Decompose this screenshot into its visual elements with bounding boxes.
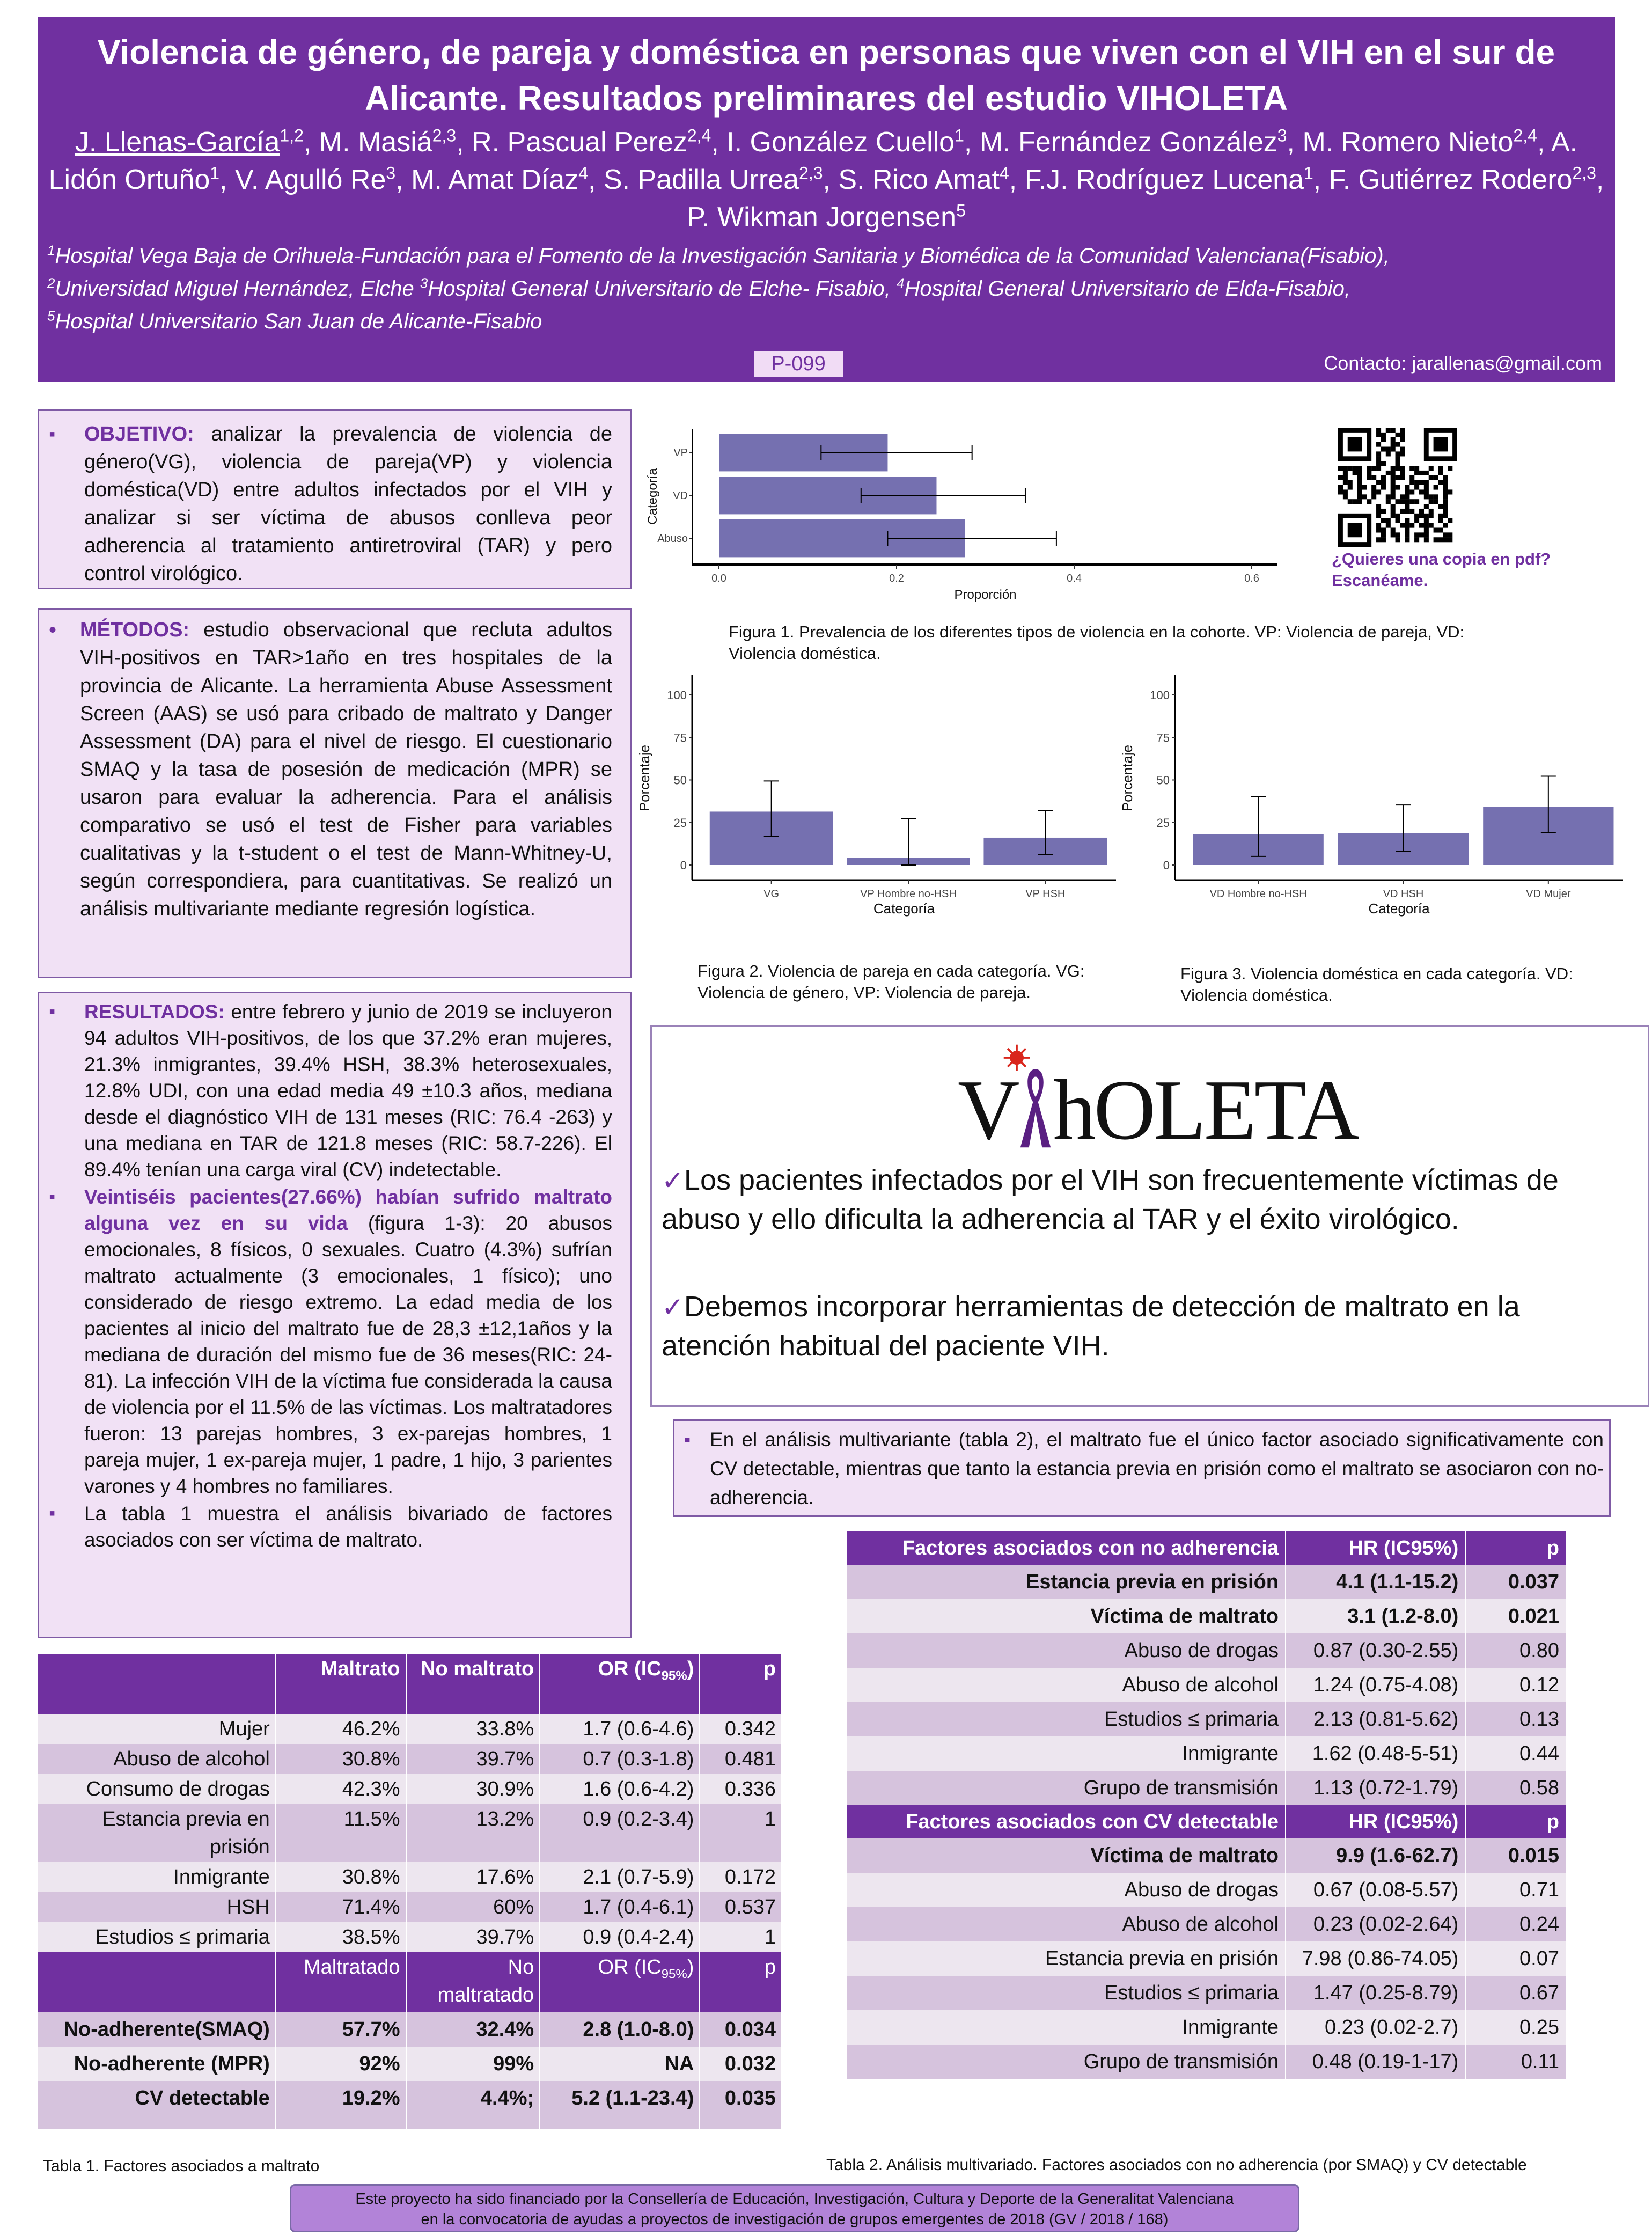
table-row [847, 2045, 1566, 2079]
author: F.J. Rodríguez Lucena$^1$, [1024, 163, 1329, 195]
table-row [38, 2081, 782, 2129]
table-1-header-cell [700, 1952, 782, 2012]
table-1-header-row [38, 1654, 782, 1714]
table-cell: 39.7% [406, 1744, 540, 1774]
y-axis-label: Porcentaje [1119, 744, 1135, 812]
author: R. Pascual Perez$^{2,4}$, [472, 126, 727, 158]
y-tick-label: VP [673, 447, 688, 459]
table-cell: 2.8 (1.0-8.0) [540, 2012, 700, 2047]
figure-3-caption: Figura 3. Violencia doméstica en cada categoría. VD: Violencia doméstica. [1180, 964, 1573, 1005]
author: I. González Cuello$^1$, [726, 126, 980, 158]
table-cell: 0.035 [700, 2081, 782, 2129]
y-tick-label: VD [673, 490, 688, 502]
table-1-header-cell [38, 1952, 276, 2012]
table-cell: 13.2% [406, 1804, 540, 1862]
figure-3-chart [1116, 665, 1626, 955]
row-label: Abuso de alcohol [38, 1744, 276, 1774]
conclusion-box [650, 1025, 1649, 1407]
figure-2-caption: Figura 2. Violencia de pareja en cada categoría. VG: Violencia de género, VP: Violencia de pareja. [697, 962, 1085, 1002]
x-tick-label: VP HSH [1025, 888, 1066, 900]
table-cell: 1.7 (0.6-4.6) [540, 1714, 700, 1744]
table-row [38, 1892, 782, 1922]
row-label: Víctima de maltrato [847, 1838, 1286, 1873]
table-cell: 1.24 (0.75-4.08) [1286, 1668, 1465, 1702]
author-name: V. Agulló Re [234, 164, 386, 195]
y-axis-label: Porcentaje [636, 744, 652, 812]
multivariate-box [673, 1419, 1611, 1517]
table-cell: 0.037 [1465, 1565, 1566, 1599]
table-1-header-cell [276, 1952, 406, 2012]
table-row [38, 2012, 782, 2047]
table-2-header-cell: p [1465, 1805, 1566, 1838]
affiliation-number: 2 [47, 275, 55, 291]
row-label: Abuso de alcohol [847, 1668, 1286, 1702]
affiliation-number: 5 [47, 307, 55, 324]
author-name: I. González Cuello [726, 127, 955, 158]
y-tick-label: Abuso [657, 533, 688, 545]
table-cell: 7.98 (0.86-74.05) [1286, 1941, 1465, 1976]
table-2-header-row [847, 1805, 1566, 1838]
table-cell: 0.67 (0.08-5.57) [1286, 1873, 1465, 1907]
table-cell: 0.48 (0.19-1-17) [1286, 2045, 1465, 2079]
row-label: Consumo de drogas [38, 1774, 276, 1804]
row-label: Inmigrante [847, 1736, 1286, 1771]
table-cell: 0.71 [1465, 1873, 1566, 1907]
table-cell: 9.9 (1.6-62.7) [1286, 1838, 1465, 1873]
table-cell: 0.25 [1465, 2010, 1566, 2045]
affiliation-text: Hospital Universitario San Juan de Alicante-Fisabio [55, 310, 542, 333]
affiliation-text: Hospital General Universitario de Elda-Fisabio, [904, 277, 1350, 301]
x-tick-label: VD HSH [1383, 888, 1424, 900]
table-row [847, 1565, 1566, 1599]
x-tick-label: VD Hombre no-HSH [1209, 888, 1307, 900]
results-body-3: La tabla 1 muestra el análisis bivariado de factores asociados con ser víctima de maltrato. [84, 1503, 612, 1551]
y-tick-label: 50 [673, 773, 687, 787]
table-row [847, 1873, 1566, 1907]
affiliation-number: 4 [897, 275, 905, 291]
table-1-header-cell [700, 1654, 782, 1714]
square-bullet-icon: ▪ [49, 1001, 56, 1022]
results-highlight: Veintiséis pacientes(27.66%) habían sufrido maltrato alguna vez en su vida [84, 1186, 612, 1234]
multivariate-body: En el análisis multivariante (tabla 2), el maltrato fue el único factor asociado significativamente con CV detectable, mientras que tanto la estancia previa en prisión como el maltrato se asociaron con no-adherencia. [710, 1428, 1604, 1508]
author-affiliation-number: 2,4 [1513, 126, 1537, 145]
x-tick-label: VD Mujer [1526, 888, 1571, 900]
y-tick-label: 75 [1156, 731, 1170, 745]
table-2 [847, 1531, 1567, 2079]
x-axis-label: Proporción [954, 588, 1017, 602]
square-bullet-icon: ▪ [49, 1186, 56, 1207]
author-name: M. Fernández González [979, 127, 1277, 158]
table-2-header-cell: Factores asociados con CV detectable [847, 1805, 1286, 1838]
row-label: Abuso de alcohol [847, 1907, 1286, 1941]
author-affiliation-number: 2,4 [687, 126, 711, 145]
author-name: F. Gutiérrez Rodero [1328, 164, 1573, 195]
table-cell: NA [540, 2047, 700, 2081]
table-cell: 0.336 [700, 1774, 782, 1804]
table-cell: 0.11 [1465, 2045, 1566, 2079]
table-row [847, 1633, 1566, 1668]
header-label: Maltrato [320, 1658, 400, 1680]
table-cell: 11.5% [276, 1804, 406, 1862]
table-cell: 0.44 [1465, 1736, 1566, 1771]
row-label: Mujer [38, 1714, 276, 1744]
table-cell: 0.13 [1465, 1702, 1566, 1736]
figure-1-caption: Figura 1. Prevalencia de los diferentes tipos de violencia en la cohorte. VP: Violencia de pareja, VD: Violencia doméstica. [729, 622, 1465, 663]
table-2-header-cell: p [1465, 1531, 1566, 1565]
multivariate-text [674, 1425, 1604, 1512]
header-label: p [763, 1658, 776, 1680]
author-affiliation-number: 2,3 [1572, 163, 1596, 183]
table-1-header-cell: OR $(IC_{95\%})$ [540, 1654, 700, 1714]
row-label: Inmigrante [38, 1862, 276, 1892]
table-1 [38, 1654, 782, 2129]
author-name: M. Amat Díaz [411, 164, 579, 195]
author: V. Agulló Re$^3$, [234, 163, 412, 195]
table-cell: 0.80 [1465, 1633, 1566, 1668]
table-cell: 0.537 [700, 1892, 782, 1922]
table-cell: 1.47 (0.25-8.79) [1286, 1976, 1465, 2010]
table-cell: 30.8% [276, 1862, 406, 1892]
table-2-header-row [847, 1531, 1566, 1565]
table-row [847, 1736, 1566, 1771]
table-2-caption: Tabla 2. Análisis multivariado. Factores asociados con no adherencia (por SMAQ) y CV detectable [826, 2156, 1527, 2174]
poster-id-badge: P-099 [754, 351, 843, 377]
table-row [38, 1922, 782, 1952]
table-1-header-cell [406, 1952, 540, 2012]
methods-box [38, 608, 632, 978]
table-row [847, 1771, 1566, 1805]
table-cell: 32.4% [406, 2012, 540, 2047]
logo-v: V [958, 1062, 1018, 1157]
row-label: Abuso de drogas [847, 1873, 1286, 1907]
author: F. Gutiérrez Rodero$^{2,3}$, [1328, 163, 1604, 195]
author-affiliation-number: 1,2 [280, 126, 304, 145]
row-label: Víctima de maltrato [847, 1599, 1286, 1633]
table-row [38, 1774, 782, 1804]
author: M. Romero Nieto$^{2,4}$, [1302, 126, 1551, 158]
table-cell: 5.2 (1.1-23.4) [540, 2081, 700, 2129]
table-row [847, 2010, 1566, 2045]
table-row [38, 2047, 782, 2081]
table-cell: 71.4% [276, 1892, 406, 1922]
author-affiliation-number: 1 [955, 126, 964, 145]
table-cell: 0.12 [1465, 1668, 1566, 1702]
row-label: Abuso de drogas [847, 1633, 1286, 1668]
table-row [38, 1804, 782, 1862]
y-tick-label: 0 [1163, 859, 1170, 872]
table-cell: 2.1 (0.7-5.9) [540, 1862, 700, 1892]
table-cell: 1 [700, 1922, 782, 1952]
objective-body: analizar la prevalencia de violencia de género(VG), violencia de pareja(VP) y violencia doméstica(VD) entre adultos infectados por el VIH y analizar si ser víctima de abusos conlleva peor adherencia al tratamiento antiretroviral (TAR) y pero control virológico. [84, 423, 612, 585]
table-cell: 4.4%; [406, 2081, 540, 2129]
author-name: R. Pascual Perez [472, 127, 687, 158]
poster-header [38, 17, 1615, 382]
table-cell: 92% [276, 2047, 406, 2081]
qr-prompt [1332, 548, 1551, 591]
table-cell: 0.9 (0.2-3.4) [540, 1804, 700, 1862]
author-affiliation-number: 2,3 [799, 163, 823, 183]
author [687, 202, 966, 233]
awareness-ribbon-icon [1018, 1064, 1053, 1150]
author: M. Masiá$^{2,3}$, [319, 126, 472, 158]
table-cell: 3.1 (1.2-8.0) [1286, 1599, 1465, 1633]
qr-prompt-line-1: ¿Quieres una copia en pdf? [1332, 549, 1551, 568]
table-row [847, 1838, 1566, 1873]
table-cell: 17.6% [406, 1862, 540, 1892]
table-cell: 60% [406, 1892, 540, 1922]
table-cell: 2.13 (0.81-5.62) [1286, 1702, 1465, 1736]
row-label: CV detectable [38, 2081, 276, 2129]
author-affiliation-number: 3 [386, 163, 396, 183]
table-row [847, 1702, 1566, 1736]
figure-1-chart [633, 419, 1298, 617]
methods-body: estudio observacional que recluta adultos VIH-positivos en TAR>1año en tres hospitales de la provincia de Alicante. La herramienta Abuse Assessment Screen (AAS) se usó para cribado de maltrato y Danger Assessment (DA) para el nivel de riesgo. El cuestionario SMAQ y la tasa de posesión de medicación (MPR) se usaron para evaluar la adherencia. Para el análisis comparativo se usó el test de Fisher para variables cualitativas y la t-student o el test de Mann-Whitney-U, según correspondiera, para cuantitativas. Se realizó un análisis multivariante mediante regresión logística. [80, 619, 612, 920]
row-label: Estancia previa en prisión [847, 1565, 1286, 1599]
author-name: P. Wikman Jorgensen [687, 202, 957, 233]
table-row [38, 1744, 782, 1774]
table-cell: 19.2% [276, 2081, 406, 2129]
contact-email[interactable]: Contacto: jarallenas@gmail.com [1324, 352, 1602, 374]
table-cell: 0.87 (0.30-2.55) [1286, 1633, 1465, 1668]
results-paragraph-3 [39, 1500, 612, 1553]
table-2-header-cell: HR (IC95%) [1286, 1531, 1465, 1565]
poster-title: Violencia de género, de pareja y doméstica en personas que viven con el VIH en el sur de Alicante. Resultados preliminares del estudio VIHOLETA [97, 33, 1555, 118]
table-row [847, 1668, 1566, 1702]
results-label: RESULTADOS: [84, 1001, 225, 1023]
y-tick-label: 25 [1156, 816, 1170, 830]
author: A. Lidón Ortuño$^1$, [48, 127, 1578, 195]
square-bullet-icon: ▪ [49, 424, 56, 444]
table-cell: 38.5% [276, 1922, 406, 1952]
author-name: S. Rico Amat [838, 164, 1000, 195]
funding-banner [290, 2184, 1299, 2232]
checkmark-icon: ✓ [662, 1292, 684, 1322]
table-cell: 0.342 [700, 1714, 782, 1744]
square-bullet-icon: ▪ [684, 1430, 691, 1450]
conclusion-item [662, 1161, 1621, 1239]
table-cell: 0.032 [700, 2047, 782, 2081]
viholeta-logo [958, 1043, 1358, 1157]
table-2-header-cell: Factores asociados con no adherencia [847, 1531, 1286, 1565]
table-cell: 1 [700, 1804, 782, 1862]
table-cell: 0.67 [1465, 1976, 1566, 2010]
author-name: S. Padilla Urrea [603, 164, 799, 195]
objective-label: OBJETIVO: [84, 423, 194, 445]
checkmark-icon: ✓ [662, 1166, 684, 1196]
affiliations [47, 240, 1604, 338]
row-label: Estancia previa en prisión [38, 1804, 276, 1862]
row-label: Estudios ≤ primaria [38, 1922, 276, 1952]
conclusion-text-2: Debemos incorporar herramientas de detección de maltrato en la atención habitual del paciente VIH. [662, 1291, 1520, 1362]
x-tick-label: 0.2 [889, 573, 904, 584]
objective-text [39, 420, 612, 588]
table-2-header-cell: HR (IC95%) [1286, 1805, 1465, 1838]
y-tick-label: 0 [680, 859, 687, 872]
qr-code-icon[interactable] [1338, 428, 1457, 547]
table-1-header-cell: OR $(IC_{95\%})$ [540, 1952, 700, 2012]
y-tick-label: 25 [673, 816, 687, 830]
row-label: Grupo de transmisión [847, 1771, 1286, 1805]
table-row [38, 1714, 782, 1744]
table-cell: 99% [406, 2047, 540, 2081]
author: S. Padilla Urrea$^{2,3}$, [603, 163, 839, 195]
table-1-header-row [38, 1952, 782, 2012]
row-label: Grupo de transmisión [847, 2045, 1286, 2079]
author-name: F.J. Rodríguez Lucena [1024, 164, 1304, 195]
table-cell: 0.015 [1465, 1838, 1566, 1873]
table-cell: 1.62 (0.48-5-51) [1286, 1736, 1465, 1771]
header-label: p [764, 1956, 776, 1978]
table-cell: 1.7 (0.4-6.1) [540, 1892, 700, 1922]
objective-box [38, 409, 632, 589]
y-tick-label: 50 [1156, 773, 1170, 787]
table-cell: 0.034 [700, 2012, 782, 2047]
affiliation-text: Hospital General Universitario de Elche- Fisabio, [428, 277, 897, 301]
ci-subscript: 95% [661, 1668, 687, 1683]
table-cell: 0.481 [700, 1744, 782, 1774]
author-affiliation-number: 3 [1277, 126, 1287, 145]
author: S. Rico Amat$^4$, [838, 163, 1025, 195]
conclusion-text-1: Los pacientes infectados por el VIH son frecuentemente víctimas de abuso y ello dificulta la adherencia al TAR y el éxito virológico. [662, 1164, 1559, 1235]
table-cell: 4.1 (1.1-15.2) [1286, 1565, 1465, 1599]
author-name: M. Masiá [319, 127, 432, 158]
results-body-2: (figura 1-3): 20 abusos emocionales, 8 físicos, 0 sexuales. Cuatro (4.3%) sufrían maltrato actualmente (3 emocionales, 1 físico); uno considerado de riesgo extremo. La edad media de los pacientes al inicio del maltrato fue de 28,3 ±12,1años y la mediana de duración del mismo fue de 36 meses(RIC: 24-81). La infección VIH de la víctima fue considerada la causa de violencia por el 11.5% de las víctimas. Los maltratadores fueron: 13 parejas hombres, 3 ex-parejas hombres, 1 pareja mujer, 1 ex-pareja mujer, 1 padre, 1 hijo, 3 parientes varones y 4 hombres no familiares. [84, 1212, 612, 1497]
table-cell: 57.7% [276, 2012, 406, 2047]
table-1-caption: Tabla 1. Factores asociados a maltrato [43, 2157, 320, 2175]
author-name: J. Llenas-García [75, 127, 280, 158]
affiliation-number: 1 [47, 242, 55, 259]
author-name: A. Lidón Ortuño [48, 127, 1578, 195]
author-affiliation-number: 1 [1304, 163, 1313, 183]
results-paragraph-2 [39, 1184, 612, 1499]
funding-line-1: Este proyecto ha sido financiado por la Consellería de Educación, Investigación, Cultura y Deporte de la Generalitat Valenciana [355, 2190, 1234, 2208]
table-cell: 0.23 (0.02-2.64) [1286, 1907, 1465, 1941]
row-label: No-adherente(SMAQ) [38, 2012, 276, 2047]
author: M. Amat Díaz$^4$, [411, 163, 604, 195]
author: M. Fernández González$^3$, [979, 126, 1303, 158]
x-tick-label: VG [763, 888, 780, 900]
y-tick-label: 100 [667, 688, 687, 702]
affiliation-text: Universidad Miguel Hernández, Elche [55, 277, 420, 301]
dot-bullet-icon: • [49, 618, 57, 642]
conclusion-item [662, 1287, 1621, 1365]
table-cell: 1.13 (0.72-1.79) [1286, 1771, 1465, 1805]
x-tick-label: 0.0 [711, 573, 726, 584]
table-row [847, 1941, 1566, 1976]
ci-subscript: 95% [661, 1967, 687, 1982]
figure-2 [633, 665, 1116, 955]
table-1-header-cell [276, 1654, 406, 1714]
header-label: OR (IC [598, 1658, 662, 1680]
header-label: OR (IC [598, 1956, 662, 1978]
header-label: No maltrato [421, 1658, 534, 1680]
y-tick-label: 100 [1150, 688, 1170, 702]
results-box [38, 992, 632, 1638]
x-tick-label: 0.4 [1067, 573, 1082, 584]
table-cell: 30.8% [276, 1744, 406, 1774]
y-tick-label: 75 [673, 731, 687, 745]
table-row [38, 1862, 782, 1892]
y-axis-label: Categoría [645, 468, 660, 525]
author-name: M. Romero Nieto [1302, 127, 1514, 158]
author-list [48, 123, 1604, 236]
affiliation-text: Hospital Vega Baja de Orihuela-Fundación para el Fomento de la Investigación Sanitaria y Biomédica de la Comunidad Valenciana(Fisabio), [55, 244, 1390, 268]
author-affiliation-number: 2,3 [432, 126, 457, 145]
row-label: Inmigrante [847, 2010, 1286, 2045]
results-paragraph-1 [39, 999, 612, 1183]
author-affiliation-number: 5 [956, 201, 966, 221]
table-cell: 0.58 [1465, 1771, 1566, 1805]
table-1-header-cell [406, 1654, 540, 1714]
logo-wordmark [958, 1064, 1357, 1155]
x-tick-label: 0.6 [1244, 573, 1259, 584]
square-bullet-icon: ▪ [49, 1503, 56, 1523]
results-body-1: entre febrero y junio de 2019 se incluyeron 94 adultos VIH-positivos, de los que 37.2% eran mujeres, 21.3% inmigrantes, 39.4% HSH, 38.3% heterosexuales, 12.8% UDI, con una edad media 49 ±10.3 años, mediana desde el diagnóstico VIH de 131 meses (RIC: 76.4 -263) y una mediana en TAR de 121.8 meses (RIC: 58.7-226). El 89.4% tenían una carga viral (CV) indetectable. [84, 1001, 612, 1181]
row-label: No-adherente (MPR) [38, 2047, 276, 2081]
affiliation-number: 3 [420, 275, 428, 291]
table-row [847, 1907, 1566, 1941]
row-label: HSH [38, 1892, 276, 1922]
table-cell: 0.9 (0.4-2.4) [540, 1922, 700, 1952]
funding-line-2: en la convocatoria de ayudas a proyectos de investigación de grupos emergentes de 2018 (GV / 2018 / 168) [421, 2211, 1169, 2228]
header-label: Maltratado [304, 1956, 400, 1978]
qr-prompt-line-2: Escanéame. [1332, 571, 1428, 590]
x-axis-label: Categoría [1368, 900, 1430, 917]
author: J. Llenas-García$^{1,2}$, [75, 126, 319, 158]
methods-label: MÉTODOS: [80, 619, 190, 641]
table-cell: 0.23 (0.02-2.7) [1286, 2010, 1465, 2045]
figure-1 [633, 419, 1298, 617]
figure-2-chart [633, 665, 1116, 955]
table-cell: 30.9% [406, 1774, 540, 1804]
table-1-header-cell [38, 1654, 276, 1714]
table-cell: 1.6 (0.6-4.2) [540, 1774, 700, 1804]
table-cell: 0.07 [1465, 1941, 1566, 1976]
table-cell: 0.172 [700, 1862, 782, 1892]
table-row [847, 1599, 1566, 1633]
author-affiliation-number: 1 [210, 163, 220, 183]
row-label: Estancia previa en prisión [847, 1941, 1286, 1976]
methods-text [39, 616, 612, 923]
table-cell: 42.3% [276, 1774, 406, 1804]
table-row [847, 1976, 1566, 2010]
logo-rest: hOLETA [1053, 1062, 1358, 1157]
row-label: Estudios ≤ primaria [847, 1976, 1286, 2010]
figure-3 [1116, 665, 1626, 955]
author-affiliation-number: 4 [999, 163, 1009, 183]
table-cell: 39.7% [406, 1922, 540, 1952]
table-cell: 0.24 [1465, 1907, 1566, 1941]
row-label: Estudios ≤ primaria [847, 1702, 1286, 1736]
x-tick-label: VP Hombre no-HSH [860, 888, 957, 900]
header-label: No maltratado [437, 1956, 534, 2006]
table-cell: 46.2% [276, 1714, 406, 1744]
table-cell: 0.021 [1465, 1599, 1566, 1633]
table-cell: 33.8% [406, 1714, 540, 1744]
table-cell: 0.7 (0.3-1.8) [540, 1744, 700, 1774]
author-affiliation-number: 4 [578, 163, 588, 183]
x-axis-label: Categoría [873, 900, 935, 917]
